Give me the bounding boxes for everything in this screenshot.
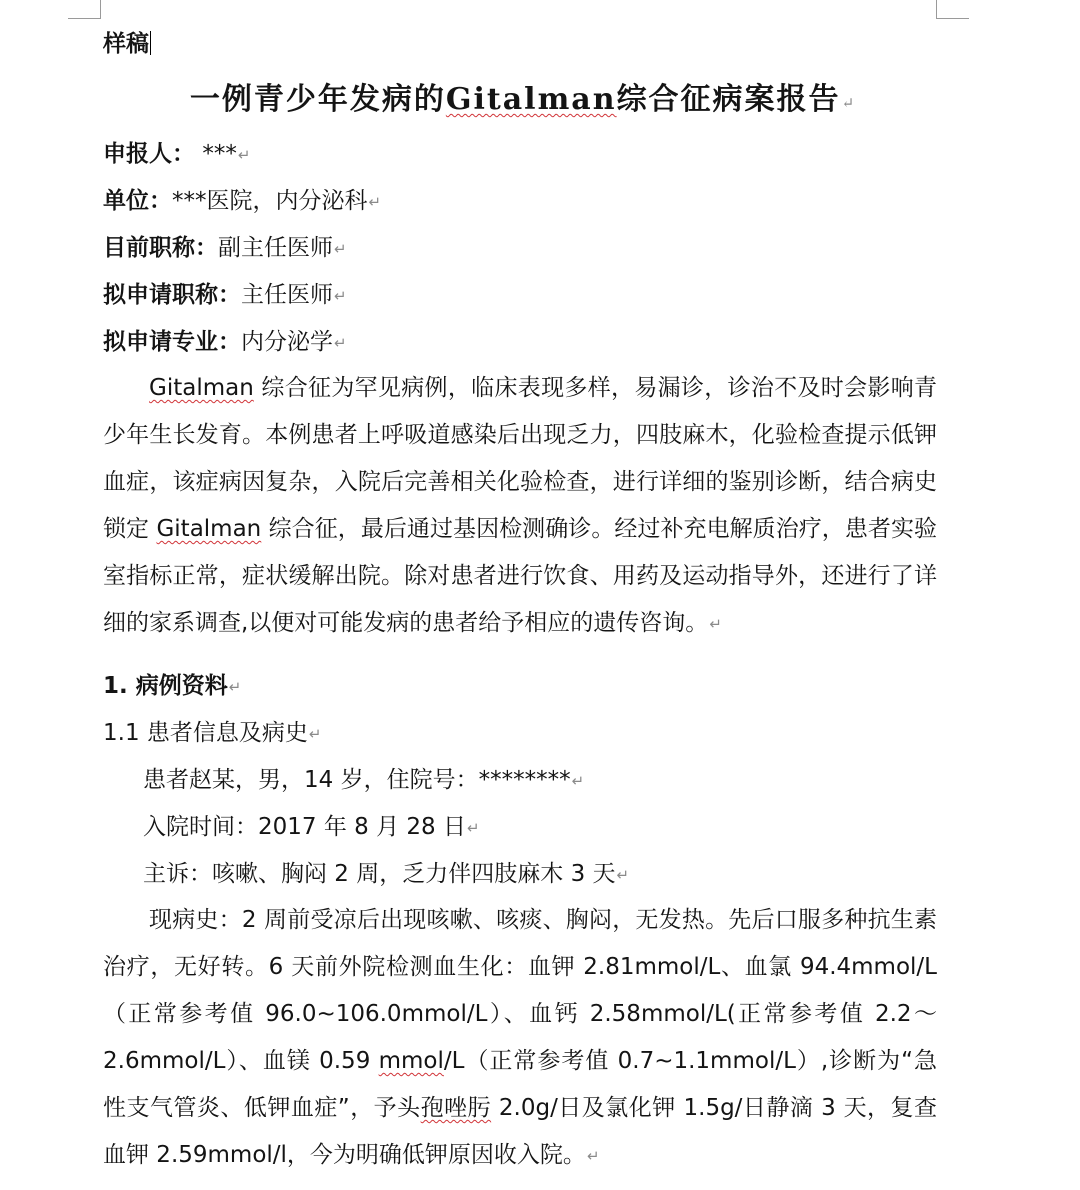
admission-text: 入院时间：2017 年 8 月 28 日 xyxy=(143,814,466,840)
draft-label-text: 样稿 xyxy=(103,31,149,57)
complaint-line xyxy=(143,858,629,891)
complaint-text: 主诉：咳嗽、胸闷 2 周，乏力伴四肢麻木 3 天 xyxy=(143,861,616,887)
paragraph-mark-icon: ↵ xyxy=(841,94,857,112)
paragraph-mark-icon: ↵ xyxy=(586,1147,600,1165)
paragraph-mark-icon: ↵ xyxy=(368,193,382,211)
field-value: 副主任医师 xyxy=(218,235,333,261)
field-value: 内分泌学 xyxy=(241,329,333,355)
paragraph-mark-icon: ↵ xyxy=(334,240,347,258)
field-label: 拟申请职称： xyxy=(103,282,241,308)
field-current-title xyxy=(103,232,347,265)
subsection-heading-text: 1.1 患者信息及病史 xyxy=(103,720,308,746)
section-heading xyxy=(103,670,241,703)
section-heading-text: 1. 病例资料 xyxy=(103,673,228,699)
abstract-term: Gitalman xyxy=(149,375,254,401)
history-text: 2.0g/日及氯化钾 1.5g/日静滴 3 天，复查血钾 2.59mmol/l，今为明确低钾原因收入院。 xyxy=(103,1095,938,1168)
abstract-paragraph xyxy=(103,365,937,648)
abstract-text: 综合征为罕见病例，临床表现多样，易漏诊，诊治不及时会影响青少年生长发育。本例患者上呼吸道感染后出现乏力，四肢麻木，化验检查提示低钾血症，该症病因复杂，入院后完善相关化验检查，进行详细的鉴别诊断，结合病史锁定 xyxy=(103,375,937,542)
field-value: ***医院，内分泌科 xyxy=(172,188,368,214)
field-proposed-title xyxy=(103,279,347,312)
history-paragraph xyxy=(103,897,937,1180)
document-title xyxy=(103,84,943,119)
field-label: 申报人： xyxy=(103,141,195,167)
paragraph-mark-icon: ↵ xyxy=(571,772,585,790)
field-label: 单位： xyxy=(103,188,172,214)
abstract-text: 综合征，最后通过基因检测确诊。经过补充电解质治疗，患者实验室指标正常，症状缓解出院。除对患者进行饮食、用药及运动指导外，还进行了详细的家系调查,以便对可能发病的患者给予相应的遗传咨询。 xyxy=(103,516,938,636)
title-text-before: 一例青少年发病的 xyxy=(189,82,446,117)
text-cursor xyxy=(150,31,151,55)
draft-label xyxy=(103,28,151,60)
field-proposed-specialty xyxy=(103,326,347,359)
abstract-term: Gitalman xyxy=(156,516,262,542)
field-value: *** xyxy=(202,141,237,167)
paragraph-mark-icon: ↵ xyxy=(616,866,630,884)
field-label: 目前职称： xyxy=(103,235,218,261)
history-unit-term: mmol xyxy=(378,1048,444,1074)
page-corner-mark-left xyxy=(68,0,101,19)
paragraph-mark-icon: ↵ xyxy=(308,725,322,743)
subsection-heading xyxy=(103,717,321,750)
title-text-after: 综合征病案报告 xyxy=(616,82,841,117)
field-applicant xyxy=(103,138,250,171)
paragraph-mark-icon: ↵ xyxy=(237,146,251,164)
title-term: Gitalman xyxy=(445,82,617,117)
patient-info-line xyxy=(143,764,584,797)
history-text: 现病史：2 周前受凉后出现咳嗽、咳痰、胸闷，无发热。先后口服多种抗生素治疗，无好转。6 天前外院检测血生化：血钾 2.81mmol/L、血氯 94.4mmol/L（正常参考值 96.0~106.0mmol/L）、血钙 2.58mmol/L(正常参考值 2.2～2.6mmol/L）、血镁 0.59 xyxy=(103,907,937,1074)
paragraph-mark-icon: ↵ xyxy=(709,615,722,633)
paragraph-mark-icon: ↵ xyxy=(334,287,347,305)
paragraph-mark-icon: ↵ xyxy=(228,678,242,696)
history-drug-term: 孢唑肟 xyxy=(420,1095,492,1121)
admission-line xyxy=(143,811,480,844)
page-corner-mark-right xyxy=(936,0,969,19)
patient-info-text: 患者赵某，男，14 岁，住院号：******** xyxy=(143,767,571,793)
paragraph-mark-icon: ↵ xyxy=(334,334,347,352)
field-label: 拟申请专业： xyxy=(103,329,241,355)
paragraph-mark-icon: ↵ xyxy=(467,819,480,837)
field-unit xyxy=(103,185,381,218)
history-text: /L（正常参考值 0.7~1.1mmol/L）,诊断为“急性支气管炎、低钾血症”，予头 xyxy=(103,1048,937,1121)
field-value: 主任医师 xyxy=(241,282,333,308)
